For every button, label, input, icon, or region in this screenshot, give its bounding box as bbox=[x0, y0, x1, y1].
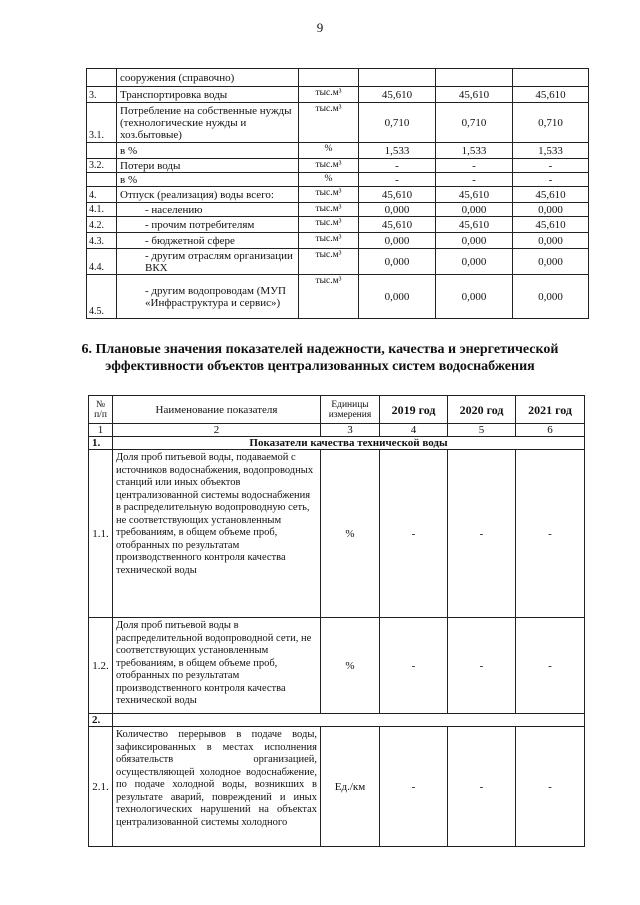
value-2019 bbox=[359, 69, 436, 87]
value-2019: - bbox=[380, 450, 448, 618]
value-2020: 0,000 bbox=[436, 249, 513, 275]
value-2020: - bbox=[448, 618, 516, 714]
indicator-name: Доля проб питьевой воды, подаваемой с источников водоснабжения, водопроводных станций или иных объектов централизованной системы водоснабжения в распределительную водопроводную сеть, не соответствующих установленным требованиям, в общем объеме проб, отобранных по результатам производственного контроля качества технической воды bbox=[113, 450, 321, 618]
table-row bbox=[89, 450, 585, 618]
row-name: - населению bbox=[117, 203, 299, 217]
value-2019: 1,533 bbox=[359, 143, 436, 159]
row-name: в % bbox=[117, 173, 299, 187]
value-2021: 0,710 bbox=[513, 103, 589, 143]
row-num: 4.5. bbox=[87, 275, 117, 319]
row-num: 4.3. bbox=[87, 233, 117, 249]
row-num: 4.4. bbox=[87, 249, 117, 275]
value-2021: - bbox=[516, 727, 585, 847]
col-number: 2 bbox=[113, 424, 321, 437]
row-num: 3.1. bbox=[87, 103, 117, 143]
section-num: 1. bbox=[89, 437, 113, 450]
table-row bbox=[89, 618, 585, 714]
unit-cell bbox=[299, 69, 359, 87]
row-name: Транспортировка воды bbox=[117, 87, 299, 103]
col-number: 6 bbox=[516, 424, 585, 437]
row-num: 2.1. bbox=[89, 727, 113, 847]
row-num: 4.2. bbox=[87, 217, 117, 233]
value-2019: 45,610 bbox=[359, 187, 436, 203]
header-year-2020: 2020 год bbox=[448, 396, 516, 424]
value-2020: 0,710 bbox=[436, 103, 513, 143]
value-2021: 45,610 bbox=[513, 217, 589, 233]
header-year-2019: 2019 год bbox=[380, 396, 448, 424]
header-unit: Единицы измерения bbox=[321, 396, 380, 424]
value-2021: 0,000 bbox=[513, 249, 589, 275]
value-2020: 0,000 bbox=[436, 233, 513, 249]
table-row bbox=[87, 233, 589, 249]
section-num: 2. bbox=[89, 714, 113, 727]
value-2020: 45,610 bbox=[436, 87, 513, 103]
value-2020 bbox=[436, 69, 513, 87]
row-name: - прочим потребителям bbox=[117, 217, 299, 233]
unit-cell: тыс.м³ bbox=[299, 233, 359, 249]
row-num bbox=[87, 173, 117, 187]
table-row bbox=[87, 159, 589, 173]
section-title: Показатели качества технической воды bbox=[113, 437, 585, 450]
value-2019: 0,000 bbox=[359, 275, 436, 319]
header-name: Наименование показателя bbox=[113, 396, 321, 424]
value-2019: 0,000 bbox=[359, 249, 436, 275]
unit-cell: тыс.м³ bbox=[299, 159, 359, 173]
unit-cell: Ед./км bbox=[321, 727, 380, 847]
column-number-row bbox=[89, 424, 585, 437]
unit-cell: тыс.м³ bbox=[299, 217, 359, 233]
header-year-2021: 2021 год bbox=[516, 396, 585, 424]
header-row bbox=[89, 396, 585, 424]
unit-cell: тыс.м³ bbox=[299, 249, 359, 275]
row-name: - бюджетной сфере bbox=[117, 233, 299, 249]
value-2021: - bbox=[513, 159, 589, 173]
value-2020: - bbox=[436, 159, 513, 173]
unit-cell: % bbox=[321, 618, 380, 714]
value-2021: 0,000 bbox=[513, 203, 589, 217]
section-heading: 6. Плановые значения показателей надежности, качества и энергетической эффективности объектов централизованных систем водоснабжения bbox=[81, 342, 559, 374]
value-2021: 45,610 bbox=[513, 187, 589, 203]
row-name: в % bbox=[117, 143, 299, 159]
value-2020: 0,000 bbox=[436, 203, 513, 217]
value-2020: 0,000 bbox=[436, 275, 513, 319]
table-row bbox=[87, 173, 589, 187]
value-2021: 0,000 bbox=[513, 233, 589, 249]
col-number: 4 bbox=[380, 424, 448, 437]
indicator-name: Доля проб питьевой воды в распределительной водопроводной сети, не соответствующих установленным требованиям, в общем объеме проб, отобранных по результатам производственного контроля качества технической воды bbox=[113, 618, 321, 714]
value-2020: - bbox=[436, 173, 513, 187]
row-name: - другим отраслям организации ВКХ bbox=[117, 249, 299, 275]
table-row bbox=[87, 187, 589, 203]
value-2019: 0,710 bbox=[359, 103, 436, 143]
row-num: 4.1. bbox=[87, 203, 117, 217]
row-num: 1.1. bbox=[89, 450, 113, 618]
unit-cell: тыс.м³ bbox=[299, 103, 359, 143]
value-2019: - bbox=[380, 618, 448, 714]
header-num: № п/п bbox=[89, 396, 113, 424]
value-2021: - bbox=[516, 618, 585, 714]
value-2021: - bbox=[516, 450, 585, 618]
water-balance-table bbox=[86, 68, 589, 319]
value-2019: 0,000 bbox=[359, 203, 436, 217]
unit-cell: тыс.м³ bbox=[299, 187, 359, 203]
value-2021: 1,533 bbox=[513, 143, 589, 159]
row-name: Отпуск (реализация) воды всего: bbox=[117, 187, 299, 203]
value-2019: - bbox=[359, 159, 436, 173]
indicators-table bbox=[88, 395, 585, 847]
row-name: Потребление на собственные нужды (технологические нужды и хоз.бытовые) bbox=[117, 103, 299, 143]
table-row bbox=[87, 143, 589, 159]
table-row bbox=[87, 87, 589, 103]
unit-cell: % bbox=[299, 143, 359, 159]
unit-cell: тыс.м³ bbox=[299, 87, 359, 103]
value-2020: 45,610 bbox=[436, 217, 513, 233]
value-2019: - bbox=[359, 173, 436, 187]
row-num: 3.2. bbox=[87, 159, 117, 173]
row-num bbox=[87, 143, 117, 159]
value-2019: 45,610 bbox=[359, 217, 436, 233]
value-2020: - bbox=[448, 450, 516, 618]
table-row bbox=[89, 727, 585, 847]
page-number: 9 bbox=[316, 20, 324, 35]
table-row bbox=[87, 275, 589, 319]
col-number: 3 bbox=[321, 424, 380, 437]
row-name: Потери воды bbox=[117, 159, 299, 173]
value-2019: 45,610 bbox=[359, 87, 436, 103]
table-row bbox=[87, 69, 589, 87]
row-num bbox=[87, 69, 117, 87]
value-2019: 0,000 bbox=[359, 233, 436, 249]
col-number: 5 bbox=[448, 424, 516, 437]
table-row bbox=[87, 217, 589, 233]
unit-cell: тыс.м³ bbox=[299, 275, 359, 319]
table-row bbox=[87, 249, 589, 275]
value-2020: - bbox=[448, 727, 516, 847]
value-2021: 0,000 bbox=[513, 275, 589, 319]
row-num: 1.2. bbox=[89, 618, 113, 714]
row-name: - другим водопроводам (МУП «Инфраструктура и сервис») bbox=[117, 275, 299, 319]
unit-cell: % bbox=[321, 450, 380, 618]
section-row bbox=[89, 437, 585, 450]
table-row bbox=[87, 203, 589, 217]
row-num: 4. bbox=[87, 187, 117, 203]
row-num: 3. bbox=[87, 87, 117, 103]
value-2019: - bbox=[380, 727, 448, 847]
value-2021: 45,610 bbox=[513, 87, 589, 103]
section-title bbox=[113, 714, 585, 727]
unit-cell: % bbox=[299, 173, 359, 187]
row-name: сооружения (справочно) bbox=[117, 69, 299, 87]
value-2021: - bbox=[513, 173, 589, 187]
col-number: 1 bbox=[89, 424, 113, 437]
section-row bbox=[89, 714, 585, 727]
value-2020: 1,533 bbox=[436, 143, 513, 159]
value-2020: 45,610 bbox=[436, 187, 513, 203]
unit-cell: тыс.м³ bbox=[299, 203, 359, 217]
table-row bbox=[87, 103, 589, 143]
indicator-name: Количество перерывов в подаче воды, зафиксированных в местах исполнения обязательств организацией, осуществляющей холодное водоснабжение, по подаче холодной воды, возникших в результате аварий, повреждений и иных технологических нарушений на объектах централизованной системы холодного bbox=[113, 727, 321, 847]
value-2021 bbox=[513, 69, 589, 87]
